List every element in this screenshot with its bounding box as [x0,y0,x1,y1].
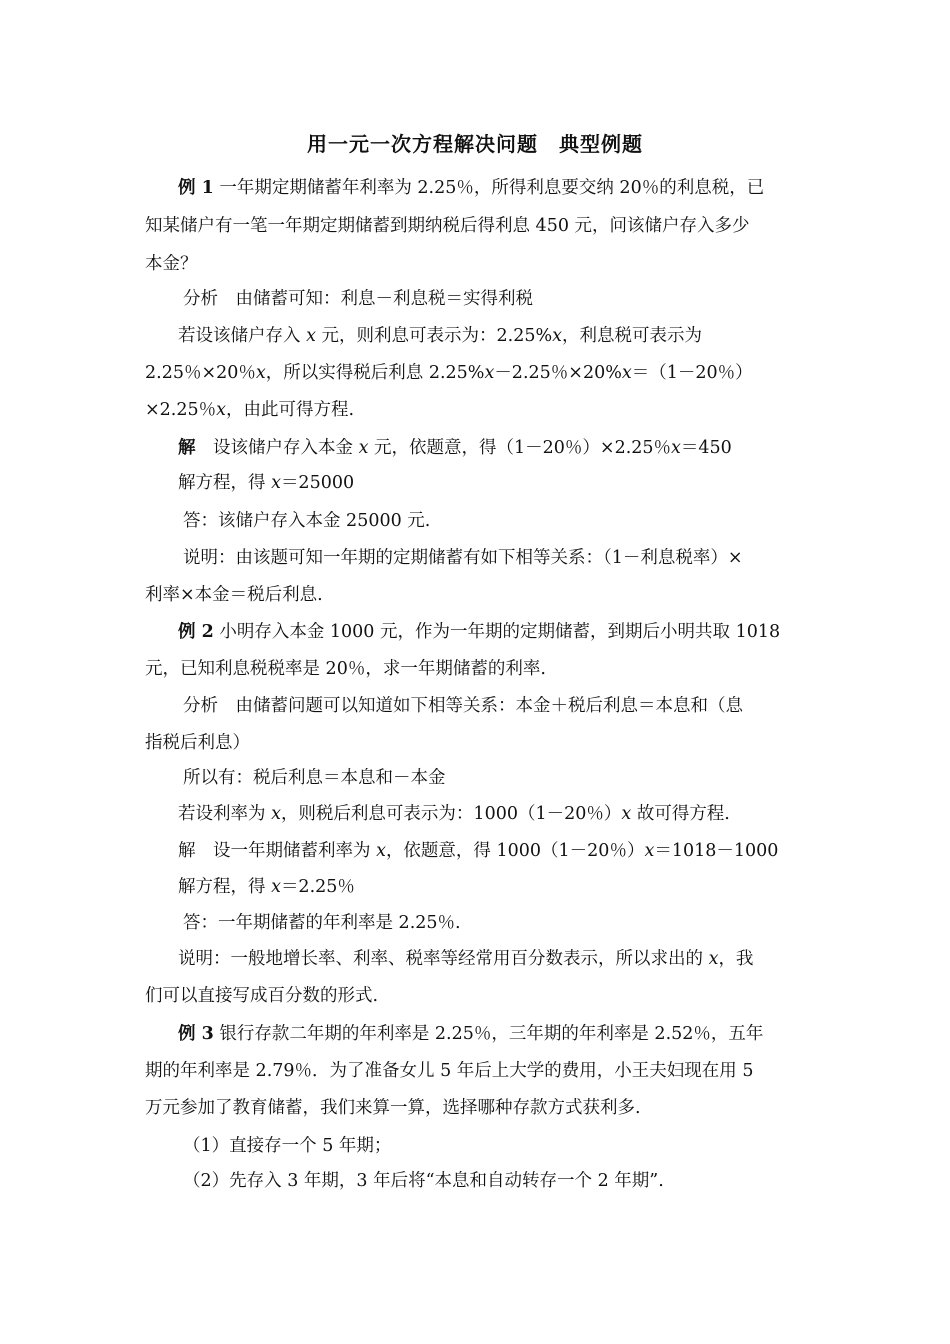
text-line [178,475,354,493]
text-segment: （1）直接存一个 5 年期； [183,1136,392,1156]
text-segment: 说明：一般地增长率、利率、税率等经常用百分数表示，所以求出的 [178,949,709,969]
text-line [183,291,533,309]
variable-x: x [271,473,281,493]
variable-x: x [358,438,369,458]
text-segment: ＝（1－20％） [631,363,753,383]
text-line [145,661,546,679]
text-segment: 本金？ [145,254,198,274]
text-segment: （2）先存入 3 年期，3 年后将“本息和自动转存一个 2 年期”. [183,1171,664,1191]
text-segment: ＝25000 [280,473,355,493]
text-line [178,180,764,198]
text-segment: ，则税后利息可表示为：1000（1－20％） [280,804,622,824]
text-segment: 解 设一年期储蓄利率为 [178,841,377,861]
variable-x: x [621,363,632,383]
text-segment: －2.25％×20% [494,363,622,383]
variable-x: x [644,841,655,861]
text-line [183,1138,391,1156]
variable-x: x [484,363,495,383]
text-segment: 解方程，得 [178,877,272,897]
example-label: 例 2 [178,622,214,642]
text-segment: 期的年利率是 2.79％．为了准备女儿 5 年后上大学的费用，小王夫妇现在用 5 [145,1061,754,1081]
text-segment: 故可得方程. [631,804,730,824]
text-line [178,1026,763,1044]
text-segment: 设该储户存入本金 [195,438,359,458]
text-line [145,218,750,236]
text-line [183,770,446,788]
text-segment: 指税后利息） [145,733,250,753]
text-line [178,806,730,824]
text-segment: 分析 由储蓄问题可以知道如下相等关系：本金＋税后利息＝本息和（息 [183,696,743,716]
text-segment: 知某储户有一笔一年期定期储蓄到期纳税后得利息 450 元，问该储户存入多少 [145,216,750,236]
variable-x: x [552,326,562,346]
text-line [145,365,753,383]
text-line [178,440,732,458]
text-segment: ＝450 [680,438,732,458]
text-segment: ＝2.25％ [280,877,355,897]
text-line [183,513,430,531]
text-segment: 若设该储户存入 [178,326,307,346]
text-segment: ，依题意，得 1000（1－20％） [385,841,645,861]
text-line [145,256,198,274]
text-segment: ，所以实得税后利息 2.25% [265,363,485,383]
text-segment: 分析 由储蓄可知：利息－利息税＝实得利税 [183,289,533,309]
variable-x: x [271,877,281,897]
text-segment: 元，依题意，得（1－20％）×2.25％ [368,438,672,458]
variable-x: x [306,326,316,346]
text-line [178,951,753,969]
text-line [145,735,250,753]
variable-x: x [708,949,719,969]
text-line [178,879,355,897]
text-segment: 小明存入本金 1000 元，作为一年期的定期储蓄，到期后小明共取 1018 [213,622,781,642]
text-segment: 若设利率为 [178,804,272,824]
text-line [183,1173,664,1191]
text-line [178,624,780,642]
text-segment: ，利息税可表示为 [561,326,702,346]
text-segment: 们可以直接写成百分数的形式. [145,986,379,1006]
text-line [178,843,778,861]
text-segment: 2.25％×20％ [145,363,256,383]
example-label: 例 1 [178,178,214,198]
example-label: 解 [178,438,196,458]
text-segment: 万元参加了教育储蓄，我们来算一算，选择哪种存款方式获利多. [145,1098,641,1118]
text-segment: 元，已知利息税税率是 20％，求一年期储蓄的利率. [145,659,546,679]
variable-x: x [255,363,266,383]
variable-x: x [671,438,681,458]
example-label: 例 3 [178,1024,214,1044]
text-segment: ＝1018－1000 [654,841,779,861]
variable-x: x [376,841,386,861]
text-segment: 解方程，得 [178,473,272,493]
variable-x: x [621,804,632,824]
text-segment: 元，则利息可表示为：2.25% [315,326,553,346]
text-segment: 利率×本金＝税后利息. [145,585,323,605]
text-line [183,698,743,716]
variable-x: x [216,400,227,420]
text-line [178,328,702,346]
text-segment: 银行存款二年期的年利率是 2.25％，三年期的年利率是 2.52％，五年 [213,1024,764,1044]
text-segment: 说明：由该题可知一年期的定期储蓄有如下相等关系：（1－利息税率）× [183,548,743,568]
text-line [145,988,378,1006]
text-line [145,1063,753,1081]
text-line [145,402,354,420]
text-segment: 答：该储户存入本金 25000 元. [183,511,431,531]
document-title: 用一元一次方程解决问题 典型例题 [307,132,643,156]
text-segment: ，由此可得方程. [226,400,355,420]
variable-x: x [271,804,281,824]
text-line [183,550,743,568]
text-line [145,587,323,605]
text-segment: 答：一年期储蓄的年利率是 2.25％. [183,913,461,933]
text-line [145,1100,641,1118]
text-line [183,915,461,933]
text-segment: ×2.25％ [145,400,217,420]
text-segment: 一年期定期储蓄年利率为 2.25％，所得利息要交纳 20％的利息税，已 [213,178,765,198]
text-segment: ，我 [718,949,754,969]
text-segment: 所以有：税后利息＝本息和－本金 [183,768,446,788]
